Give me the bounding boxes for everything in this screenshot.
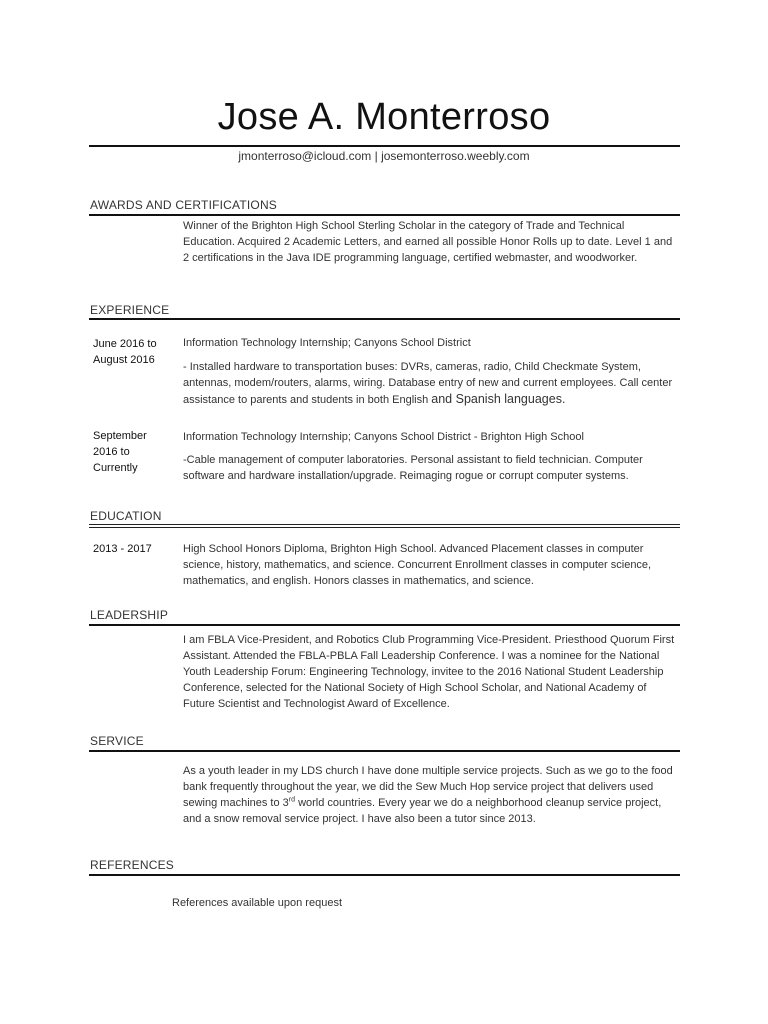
leadership-heading: LEADERSHIP <box>90 608 169 622</box>
awards-heading: AWARDS AND CERTIFICATIONS <box>90 198 278 212</box>
website-link[interactable]: josemonterroso.weebly.com <box>381 149 530 163</box>
resume-name: Jose A. Monterroso <box>217 96 551 138</box>
email-link[interactable]: jmonterroso@icloud.com <box>238 149 372 163</box>
leadership-divider <box>89 624 680 626</box>
contact-separator: | <box>371 149 382 163</box>
experience-divider <box>89 318 680 320</box>
service-text-start: As a youth leader in my LDS church I have done multiple service projects. Such as we go to the food bank frequently throughout the year, we did the Sew Much Hop service project that delivers used sewing machines to 3 <box>183 765 673 809</box>
service-heading: SERVICE <box>90 734 144 748</box>
experience-desc-1-text: - Installed hardware to transportation buses: DVRs, cameras, radio, Child Checkmate System, antennas, modem/routers, alarms, wiring. Database entry of new and current employees. Call center assistance to parents and students in both English <box>183 361 673 406</box>
references-heading: REFERENCES <box>90 858 175 872</box>
service-superscript: rd <box>288 796 296 804</box>
experience-title-1: Information Technology Internship; Canyons School District <box>183 337 471 349</box>
service-text <box>183 763 678 827</box>
education-heading: EDUCATION <box>90 509 162 523</box>
service-text-end: world countries. Every year we do a neighborhood cleanup service project, and a snow removal service project. I have also been a tutor since 2013. <box>183 797 662 825</box>
references-text: References available upon request <box>172 897 343 909</box>
service-divider <box>89 750 680 752</box>
experience-date-1: June 2016 to August 2016 <box>93 338 157 366</box>
references-divider <box>89 874 680 876</box>
experience-date-2: September 2016 to Currently <box>93 430 147 474</box>
experience-desc-1 <box>183 359 678 408</box>
awards-divider <box>89 214 680 216</box>
header-divider <box>89 145 680 147</box>
contact-line <box>0 149 768 163</box>
experience-heading: EXPERIENCE <box>90 303 170 317</box>
education-text: High School Honors Diploma, Brighton High School. Advanced Placement classes in computer science, history, mathematics, and science. Concurrent Enrollment classes in computer science, mathematics, and english. Honors classes in mathematics, and science. <box>183 543 652 587</box>
education-divider <box>89 524 680 528</box>
awards-text: Winner of the Brighton High School Sterling Scholar in the category of Trade and Technical Education. Acquired 2 Academic Letters, and earned all possible Honor Rolls up to date. Level 1 and 2 certifications in the Java IDE programming language, certified webmaster, and woodworker. <box>183 220 673 264</box>
experience-desc-2: -Cable management of computer laboratories. Personal assistant to field technician. Computer software and hardware installation/upgrade. Reimaging rogue or corrupt computer systems. <box>183 454 643 482</box>
leadership-text: I am FBLA Vice-President, and Robotics Club Programming Vice-President. Priesthood Quorum First Assistant. Attended the FBLA-PBLA Fall Leadership Conference. I was a nominee for the National Youth Leadership Forum: Engineering Technology, invitee to the 2016 National Student Leadership Conference, selected for the National Society of High School Scholar, and National Academy of Future Scientist and Technologist Award of Excellence. <box>183 634 675 710</box>
experience-desc-1-tail: and Spanish languages. <box>431 392 566 406</box>
education-date: 2013 - 2017 <box>93 543 152 555</box>
experience-title-2: Information Technology Internship; Canyons School District - Brighton High School <box>183 431 584 443</box>
